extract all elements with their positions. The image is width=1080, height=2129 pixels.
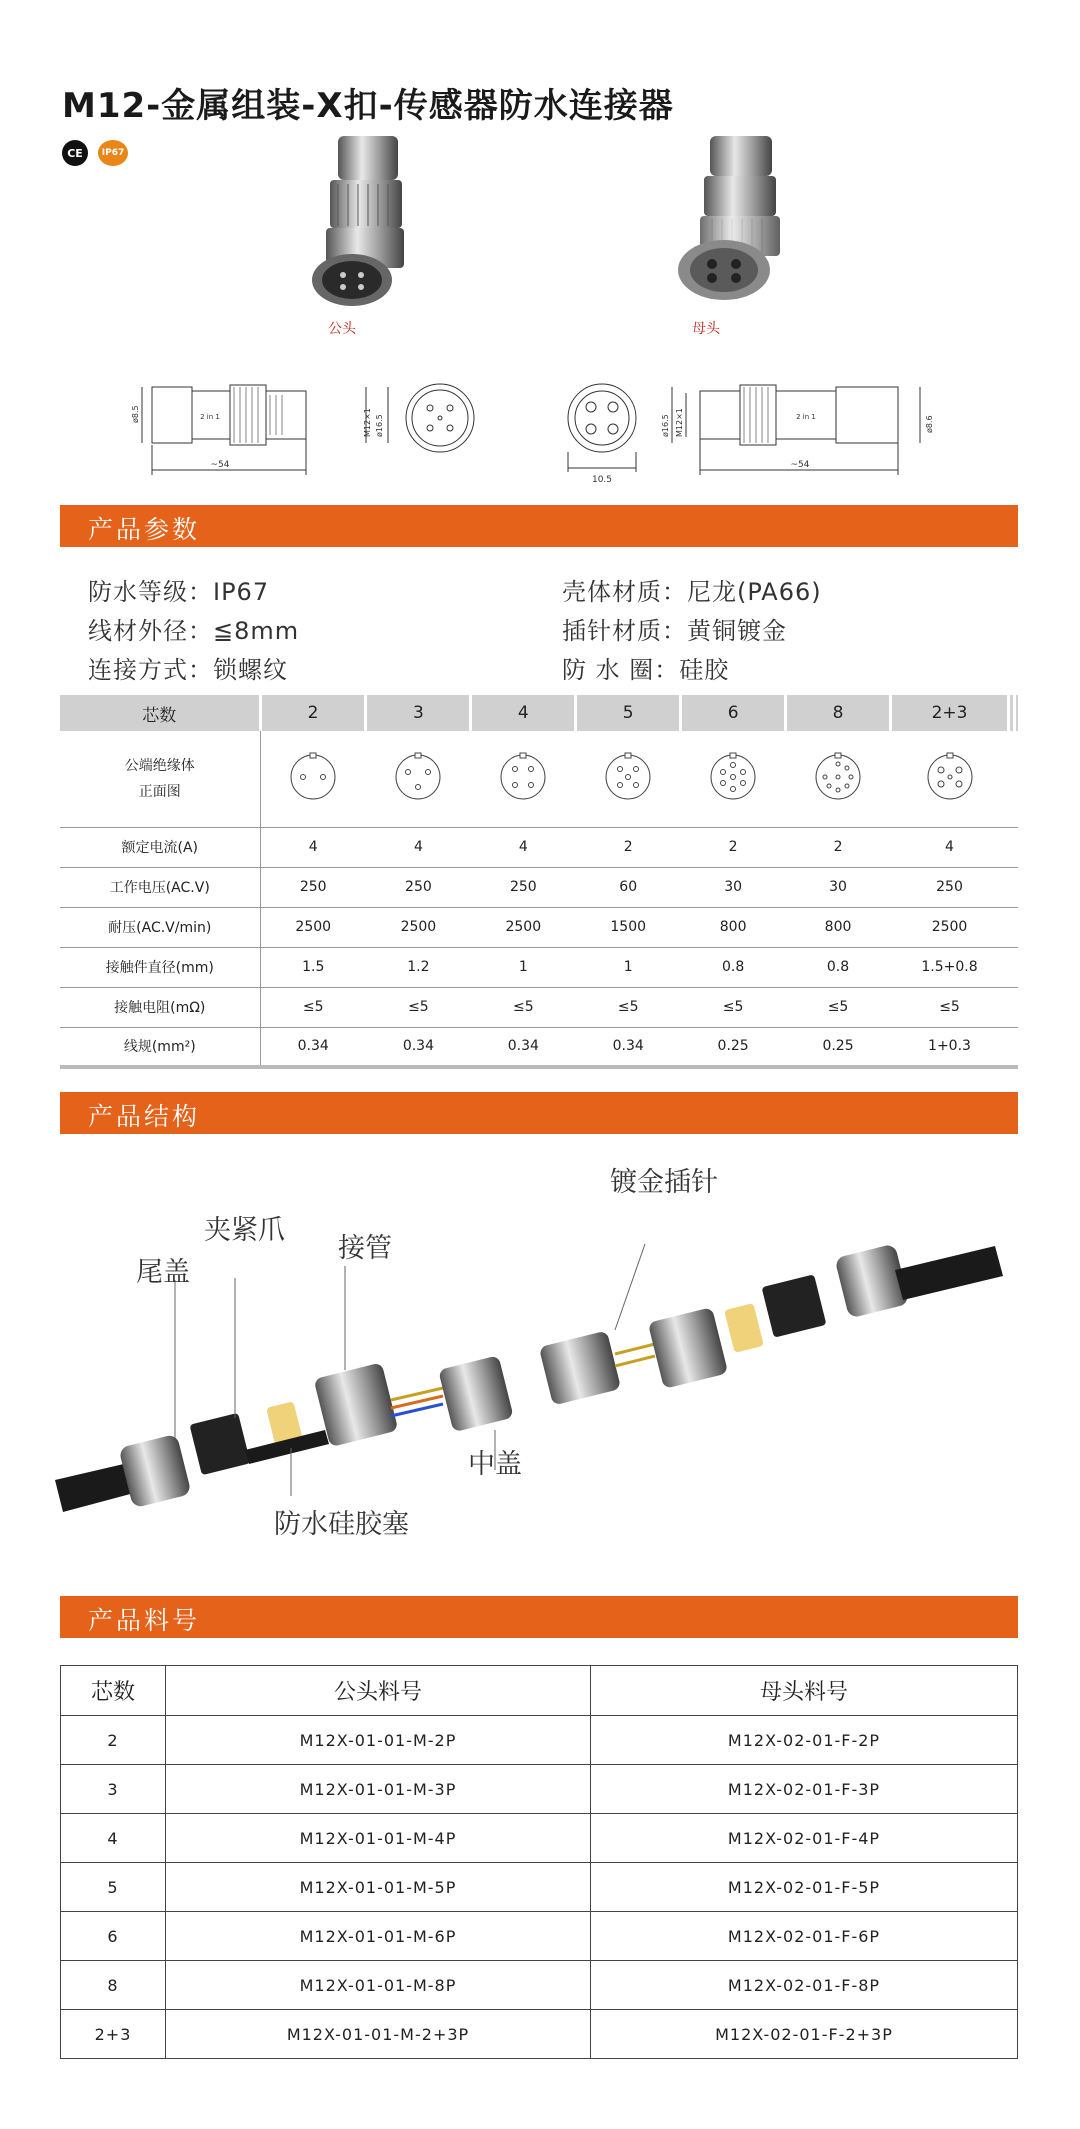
spec-cell: 4 [471,827,576,867]
parts-cell: M12X-02-01-F-3P [591,1765,1018,1814]
spec-row-voltage [60,867,1018,907]
parts-header-male: 公头料号 [166,1666,591,1716]
parts-cell: M12X-02-01-F-8P [591,1961,1018,2010]
spec-cell: 0.34 [260,1027,366,1067]
spec-cell: 1.2 [366,947,471,987]
spec-row-label: 线规(mm²) [60,1027,260,1067]
label-tube: 接管 [338,1233,392,1264]
male-diameter-1: ø8.5 [131,405,140,423]
spec-cell: 60 [576,867,681,907]
core-col: 2+3 [890,695,1008,731]
label-gold-pin: 镀金插针 [610,1167,718,1198]
male-dimension-drawing [130,375,410,485]
param-pin-material: 插针材质：黄铜镀金 [562,617,787,645]
spec-cell: 250 [260,867,366,907]
parts-cell: 4 [61,1814,166,1863]
table-row [61,1765,1018,1814]
female-caption: 母头 [692,321,720,337]
section-parts-title: 产品料号 [88,1606,201,1635]
exploded-structure-image [55,1190,1015,1520]
female-thread-label: M12×1 [675,408,684,437]
section-params-title: 产品参数 [88,515,201,544]
spec-cell: 1500 [576,907,681,947]
parts-cell: 6 [61,1912,166,1961]
female-mark-label: 2 in 1 [796,413,816,421]
female-length-label: ~54 [790,460,810,470]
spec-row-contact-diameter [60,947,1018,987]
cert-badges [62,140,128,166]
parts-cell: 2+3 [61,2010,166,2059]
spec-row-wire-gauge [60,1027,1018,1067]
female-width-label: 10.5 [591,475,613,485]
parts-cell: M12X-01-01-M-2P [166,1716,591,1765]
label-seal: 防水硅胶塞 [274,1509,409,1540]
spec-cell [1015,827,1018,867]
spec-cell: 2500 [471,907,576,947]
pin-diagram-5 [576,731,681,827]
pin-diagram-4 [471,731,576,827]
spec-cell: 250 [366,867,471,907]
spec-cell: 2 [576,827,681,867]
parts-header-female: 母头料号 [591,1666,1018,1716]
param-connection: 连接方式：锁螺纹 [88,656,288,684]
parts-cell: M12X-02-01-F-6P [591,1912,1018,1961]
pin-diagram-8 [786,731,891,827]
parts-cell: M12X-01-01-M-3P [166,1765,591,1814]
core-col: 5 [576,695,681,731]
spec-cell: 2500 [260,907,366,947]
parts-cell: M12X-02-01-F-5P [591,1863,1018,1912]
page-title: M12-金属组装-X扣-传感器防水连接器 [62,86,674,126]
spec-cell: 0.34 [471,1027,576,1067]
spec-cell: 2 [786,827,891,867]
female-diameter-2: ø16.5 [661,414,670,437]
core-col: 3 [366,695,471,731]
parts-cell: M12X-02-01-F-2+3P [591,2010,1018,2059]
label-middle-cap: 中盖 [468,1449,522,1480]
spec-header-row [60,695,1018,731]
female-diameter-1: ø8.6 [925,415,934,433]
spec-cell: 1 [576,947,681,987]
spec-cell: ≤5 [681,987,786,1027]
pin-diagram-6 [681,731,786,827]
spec-cell: 4 [890,827,1008,867]
spec-row-label: 耐压(AC.V/min) [60,907,260,947]
parts-header-cores: 芯数 [61,1666,166,1716]
pin-diagram-2 [260,731,366,827]
male-face-drawing [402,380,478,456]
female-face-drawing [560,378,650,488]
param-housing: 壳体材质：尼龙(PA66) [562,578,822,606]
section-parts-header [60,1596,1018,1638]
male-diameter-2: ø16.5 [375,414,384,437]
spec-cell [1015,947,1018,987]
parts-cell: M12X-01-01-M-2+3P [166,2010,591,2059]
table-row [61,1961,1018,2010]
pin-layout-row [60,731,1018,827]
spec-cell [1015,1027,1018,1067]
spec-cell: 250 [471,867,576,907]
parts-cell: 2 [61,1716,166,1765]
spec-cell: 0.34 [366,1027,471,1067]
spec-row-label: 接触电阻(mΩ) [60,987,260,1027]
spec-cell [1015,867,1018,907]
spec-cell: 1+0.3 [890,1027,1008,1067]
spec-cell: ≤5 [890,987,1008,1027]
table-row [61,2010,1018,2059]
parts-cell: M12X-01-01-M-8P [166,1961,591,2010]
spec-cell: 800 [681,907,786,947]
pin-diagram-2-3 [890,731,1008,827]
spec-cell: 0.34 [576,1027,681,1067]
section-params-header [60,505,1018,547]
spec-cell: ≤5 [366,987,471,1027]
table-row [61,1814,1018,1863]
male-connector-image [300,130,430,310]
label-clamp: 夹紧爪 [204,1215,285,1246]
spec-cell: 1.5 [260,947,366,987]
male-thread-label: M12×1 [363,408,372,437]
param-seal: 防 水 圈：硅胶 [562,656,730,684]
section-structure-header [60,1092,1018,1134]
parts-cell: M12X-01-01-M-5P [166,1863,591,1912]
spec-cell: 0.8 [681,947,786,987]
spec-cell: 800 [786,907,891,947]
parts-header-row [61,1666,1018,1716]
ce-badge: CE [62,140,88,166]
parts-cell: 8 [61,1961,166,2010]
spec-cell: 2 [681,827,786,867]
spec-cell: ≤5 [471,987,576,1027]
spec-cell: 30 [681,867,786,907]
spec-cell: 2500 [366,907,471,947]
param-waterproof: 防水等级：IP67 [88,578,270,606]
label-tail-cap: 尾盖 [136,1257,190,1288]
core-col: 8 [786,695,891,731]
table-row [61,1716,1018,1765]
parts-cell: M12X-02-01-F-4P [591,1814,1018,1863]
spec-row-withstand [60,907,1018,947]
table-row [61,1912,1018,1961]
spec-cell [1015,987,1018,1027]
spec-cell: ≤5 [576,987,681,1027]
spec-cell: 1.5+0.8 [890,947,1008,987]
spec-cell: 2500 [890,907,1008,947]
core-col: 4 [471,695,576,731]
spec-cell: 1 [471,947,576,987]
pin-diagram-3 [366,731,471,827]
spec-cell: 4 [366,827,471,867]
spec-cell: 250 [890,867,1008,907]
spec-cell: 0.25 [681,1027,786,1067]
spec-cell: 4 [260,827,366,867]
part-number-table [60,1665,1018,2059]
pin-layout-label: 公端绝缘体 正面图 [60,731,260,827]
ip67-badge: IP67 [98,140,128,166]
core-col: 2 [260,695,366,731]
table-row [61,1863,1018,1912]
parts-cell: 3 [61,1765,166,1814]
spec-cell: 0.8 [786,947,891,987]
female-connector-image [660,130,800,310]
spec-cell [1015,907,1018,947]
parts-cell: M12X-02-01-F-2P [591,1716,1018,1765]
spec-cell: ≤5 [786,987,891,1027]
spec-row-contact-resistance [60,987,1018,1027]
spec-row-label: 工作电压(AC.V) [60,867,260,907]
spec-row-label: 接触件直径(mm) [60,947,260,987]
spec-cell: 0.25 [786,1027,891,1067]
core-col: 6 [681,695,786,731]
spec-cell: 30 [786,867,891,907]
spec-row-label: 额定电流(A) [60,827,260,867]
male-caption: 公头 [328,321,356,337]
parts-cell: M12X-01-01-M-6P [166,1912,591,1961]
param-cable-diameter: 线材外径：≦8mm [88,617,300,645]
male-mark-label: 2 in 1 [200,413,220,421]
spec-header-label: 芯数 [60,695,260,731]
parts-cell: M12X-01-01-M-4P [166,1814,591,1863]
pin-diagram-empty [1015,731,1018,827]
male-length-label: ~54 [210,460,230,470]
section-structure-title: 产品结构 [88,1102,201,1131]
core-col [1015,695,1018,731]
parts-cell: 5 [61,1863,166,1912]
female-dimension-drawing [660,375,950,485]
spec-row-current [60,827,1018,867]
spec-table [60,695,1018,1069]
spec-cell: ≤5 [260,987,366,1027]
